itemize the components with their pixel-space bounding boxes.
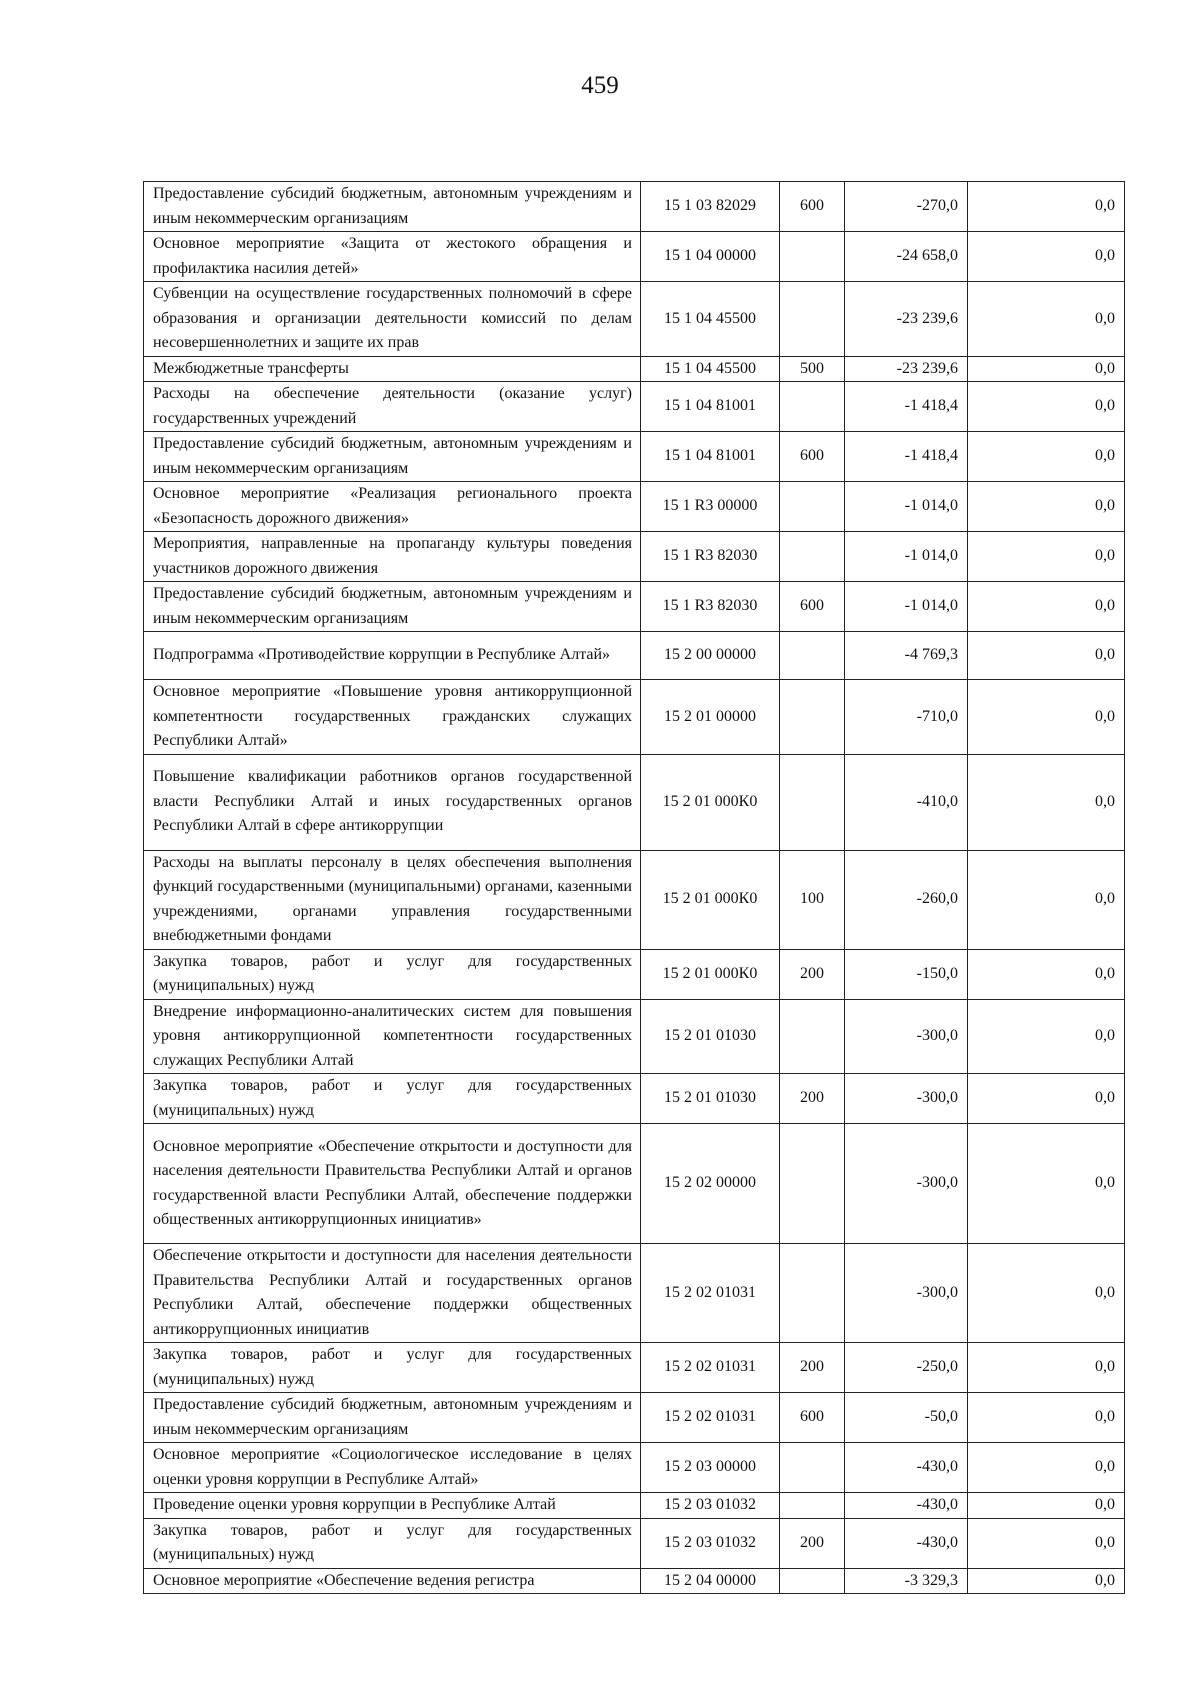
amount-change: -23 239,6 bbox=[845, 282, 968, 357]
item-name: Основное мероприятие «Защита от жестокого обращения и профилактика насилия детей» bbox=[144, 232, 641, 282]
amount-change: -1 014,0 bbox=[845, 532, 968, 582]
expense-type-code: 600 bbox=[780, 432, 845, 482]
expense-type-code: 600 bbox=[780, 1393, 845, 1443]
expense-type-code bbox=[780, 1443, 845, 1493]
amount-change: -3 329,3 bbox=[845, 1568, 968, 1594]
item-name: Внедрение информационно-аналитических систем для повышения уровня антикоррупционной компетентности государственных служащих Республики Алтай bbox=[144, 999, 641, 1074]
amount-next: 0,0 bbox=[968, 1443, 1125, 1493]
expense-type-code: 200 bbox=[780, 949, 845, 999]
table-row bbox=[144, 949, 1125, 999]
item-name: Основное мероприятие «Повышение уровня антикоррупционной компетентности государственных гражданских служащих Республики Алтай» bbox=[144, 680, 641, 755]
amount-next: 0,0 bbox=[968, 382, 1125, 432]
table-row bbox=[144, 1074, 1125, 1124]
target-article-code: 15 2 03 00000 bbox=[641, 1443, 780, 1493]
table-row bbox=[144, 1518, 1125, 1568]
page-number: 459 bbox=[581, 72, 619, 99]
target-article-code: 15 2 02 00000 bbox=[641, 1124, 780, 1244]
table-row bbox=[144, 1244, 1125, 1343]
item-name: Основное мероприятие «Реализация регионального проекта «Безопасность дорожного движения» bbox=[144, 482, 641, 532]
amount-next: 0,0 bbox=[968, 949, 1125, 999]
target-article-code: 15 1 03 82029 bbox=[641, 182, 780, 232]
item-name: Субвенции на осуществление государственных полномочий в сфере образования и организации деятельности комиссий по делам несовершеннолетних и защите их прав bbox=[144, 282, 641, 357]
table-row bbox=[144, 382, 1125, 432]
item-name: Предоставление субсидий бюджетным, автономным учреждениям и иным некоммерческим организациям bbox=[144, 182, 641, 232]
amount-change: -150,0 bbox=[845, 949, 968, 999]
expense-type-code: 200 bbox=[780, 1518, 845, 1568]
item-name: Проведение оценки уровня коррупции в Республике Алтай bbox=[144, 1493, 641, 1519]
item-name: Закупка товаров, работ и услуг для государственных (муниципальных) нужд bbox=[144, 1343, 641, 1393]
expense-type-code bbox=[780, 999, 845, 1074]
item-name: Повышение квалификации работников органов государственной власти Республики Алтай и иных государственных органов Республики Алтай в сфере антикоррупции bbox=[144, 754, 641, 850]
amount-change: -410,0 bbox=[845, 754, 968, 850]
table-row bbox=[144, 632, 1125, 680]
item-name: Мероприятия, направленные на пропаганду культуры поведения участников дорожного движения bbox=[144, 532, 641, 582]
amount-next: 0,0 bbox=[968, 1393, 1125, 1443]
item-name: Предоставление субсидий бюджетным, автономным учреждениям и иным некоммерческим организациям bbox=[144, 1393, 641, 1443]
amount-next: 0,0 bbox=[968, 1568, 1125, 1594]
amount-change: -1 014,0 bbox=[845, 582, 968, 632]
amount-next: 0,0 bbox=[968, 632, 1125, 680]
item-name: Основное мероприятие «Обеспечение ведения регистра bbox=[144, 1568, 641, 1594]
target-article-code: 15 2 02 01031 bbox=[641, 1343, 780, 1393]
expense-type-code bbox=[780, 680, 845, 755]
amount-next: 0,0 bbox=[968, 356, 1125, 382]
item-name: Предоставление субсидий бюджетным, автономным учреждениям и иным некоммерческим организациям bbox=[144, 582, 641, 632]
table-row bbox=[144, 482, 1125, 532]
target-article-code: 15 2 03 01032 bbox=[641, 1518, 780, 1568]
amount-change: -300,0 bbox=[845, 1124, 968, 1244]
amount-change: -250,0 bbox=[845, 1343, 968, 1393]
item-name: Расходы на выплаты персоналу в целях обеспечения выполнения функций государственными (муниципальными) органами, казенными учреждениями, органами управления государственными внебюджетными фондами bbox=[144, 850, 641, 949]
expense-type-code bbox=[780, 754, 845, 850]
amount-change: -1 014,0 bbox=[845, 482, 968, 532]
expense-type-code: 500 bbox=[780, 356, 845, 382]
amount-next: 0,0 bbox=[968, 1124, 1125, 1244]
budget-table-body bbox=[144, 182, 1125, 1594]
target-article-code: 15 2 03 01032 bbox=[641, 1493, 780, 1519]
table-row bbox=[144, 582, 1125, 632]
table-row bbox=[144, 282, 1125, 357]
target-article-code: 15 1 04 00000 bbox=[641, 232, 780, 282]
amount-change: -430,0 bbox=[845, 1443, 968, 1493]
expense-type-code bbox=[780, 482, 845, 532]
expense-type-code: 600 bbox=[780, 582, 845, 632]
budget-table bbox=[143, 181, 1125, 1594]
target-article-code: 15 2 00 00000 bbox=[641, 632, 780, 680]
amount-change: -50,0 bbox=[845, 1393, 968, 1443]
amount-next: 0,0 bbox=[968, 1493, 1125, 1519]
target-article-code: 15 1 R3 00000 bbox=[641, 482, 780, 532]
table-row bbox=[144, 1124, 1125, 1244]
table-row bbox=[144, 754, 1125, 850]
table-row bbox=[144, 432, 1125, 482]
item-name: Расходы на обеспечение деятельности (оказание услуг) государственных учреждений bbox=[144, 382, 641, 432]
amount-next: 0,0 bbox=[968, 482, 1125, 532]
table-row bbox=[144, 182, 1125, 232]
item-name: Подпрограмма «Противодействие коррупции в Республике Алтай» bbox=[144, 632, 641, 680]
expense-type-code bbox=[780, 1493, 845, 1519]
table-row bbox=[144, 356, 1125, 382]
table-row bbox=[144, 1443, 1125, 1493]
amount-change: -430,0 bbox=[845, 1493, 968, 1519]
item-name: Обеспечение открытости и доступности для населения деятельности Правительства Республики Алтай и государственных органов Республики Алтай, обеспечение поддержки общественных антикоррупционных инициатив bbox=[144, 1244, 641, 1343]
amount-next: 0,0 bbox=[968, 999, 1125, 1074]
amount-next: 0,0 bbox=[968, 1074, 1125, 1124]
target-article-code: 15 2 01 000К0 bbox=[641, 850, 780, 949]
expense-type-code bbox=[780, 382, 845, 432]
table-row bbox=[144, 1393, 1125, 1443]
amount-change: -23 239,6 bbox=[845, 356, 968, 382]
amount-next: 0,0 bbox=[968, 532, 1125, 582]
item-name: Межбюджетные трансферты bbox=[144, 356, 641, 382]
target-article-code: 15 2 02 01031 bbox=[641, 1393, 780, 1443]
target-article-code: 15 2 01 000К0 bbox=[641, 949, 780, 999]
amount-change: -430,0 bbox=[845, 1518, 968, 1568]
amount-next: 0,0 bbox=[968, 1343, 1125, 1393]
amount-change: -300,0 bbox=[845, 999, 968, 1074]
target-article-code: 15 1 04 81001 bbox=[641, 382, 780, 432]
item-name: Закупка товаров, работ и услуг для государственных (муниципальных) нужд bbox=[144, 1074, 641, 1124]
target-article-code: 15 1 R3 82030 bbox=[641, 582, 780, 632]
amount-next: 0,0 bbox=[968, 582, 1125, 632]
target-article-code: 15 2 01 000К0 bbox=[641, 754, 780, 850]
amount-change: -260,0 bbox=[845, 850, 968, 949]
item-name: Закупка товаров, работ и услуг для государственных (муниципальных) нужд bbox=[144, 1518, 641, 1568]
target-article-code: 15 2 02 01031 bbox=[641, 1244, 780, 1343]
target-article-code: 15 2 01 00000 bbox=[641, 680, 780, 755]
amount-change: -1 418,4 bbox=[845, 432, 968, 482]
expense-type-code bbox=[780, 282, 845, 357]
expense-type-code bbox=[780, 1568, 845, 1594]
amount-next: 0,0 bbox=[968, 282, 1125, 357]
expense-type-code: 600 bbox=[780, 182, 845, 232]
amount-next: 0,0 bbox=[968, 182, 1125, 232]
amount-next: 0,0 bbox=[968, 680, 1125, 755]
amount-change: -300,0 bbox=[845, 1074, 968, 1124]
target-article-code: 15 2 01 01030 bbox=[641, 1074, 780, 1124]
expense-type-code: 200 bbox=[780, 1074, 845, 1124]
amount-change: -4 769,3 bbox=[845, 632, 968, 680]
amount-change: -300,0 bbox=[845, 1244, 968, 1343]
item-name: Основное мероприятие «Социологическое исследование в целях оценки уровня коррупции в Республике Алтай» bbox=[144, 1443, 641, 1493]
amount-change: -710,0 bbox=[845, 680, 968, 755]
expense-type-code: 200 bbox=[780, 1343, 845, 1393]
expense-type-code bbox=[780, 232, 845, 282]
target-article-code: 15 2 04 00000 bbox=[641, 1568, 780, 1594]
table-row bbox=[144, 232, 1125, 282]
table-row bbox=[144, 1493, 1125, 1519]
expense-type-code: 100 bbox=[780, 850, 845, 949]
table-row bbox=[144, 532, 1125, 582]
target-article-code: 15 1 R3 82030 bbox=[641, 532, 780, 582]
amount-next: 0,0 bbox=[968, 850, 1125, 949]
item-name: Основное мероприятие «Обеспечение открытости и доступности для населения деятельности Правительства Республики Алтай и органов государственной власти Республики Алтай, обеспечение поддержки общественных антикоррупционных инициатив» bbox=[144, 1124, 641, 1244]
table-row bbox=[144, 1568, 1125, 1594]
table-row bbox=[144, 999, 1125, 1074]
table-row bbox=[144, 850, 1125, 949]
expense-type-code bbox=[780, 632, 845, 680]
target-article-code: 15 1 04 45500 bbox=[641, 356, 780, 382]
amount-change: -270,0 bbox=[845, 182, 968, 232]
amount-next: 0,0 bbox=[968, 432, 1125, 482]
item-name: Предоставление субсидий бюджетным, автономным учреждениям и иным некоммерческим организациям bbox=[144, 432, 641, 482]
amount-change: -24 658,0 bbox=[845, 232, 968, 282]
table-row bbox=[144, 1343, 1125, 1393]
target-article-code: 15 1 04 45500 bbox=[641, 282, 780, 357]
expense-type-code bbox=[780, 1244, 845, 1343]
amount-next: 0,0 bbox=[968, 1518, 1125, 1568]
table-row bbox=[144, 680, 1125, 755]
expense-type-code bbox=[780, 532, 845, 582]
expense-type-code bbox=[780, 1124, 845, 1244]
target-article-code: 15 2 01 01030 bbox=[641, 999, 780, 1074]
amount-next: 0,0 bbox=[968, 1244, 1125, 1343]
target-article-code: 15 1 04 81001 bbox=[641, 432, 780, 482]
item-name: Закупка товаров, работ и услуг для государственных (муниципальных) нужд bbox=[144, 949, 641, 999]
amount-next: 0,0 bbox=[968, 754, 1125, 850]
amount-change: -1 418,4 bbox=[845, 382, 968, 432]
amount-next: 0,0 bbox=[968, 232, 1125, 282]
